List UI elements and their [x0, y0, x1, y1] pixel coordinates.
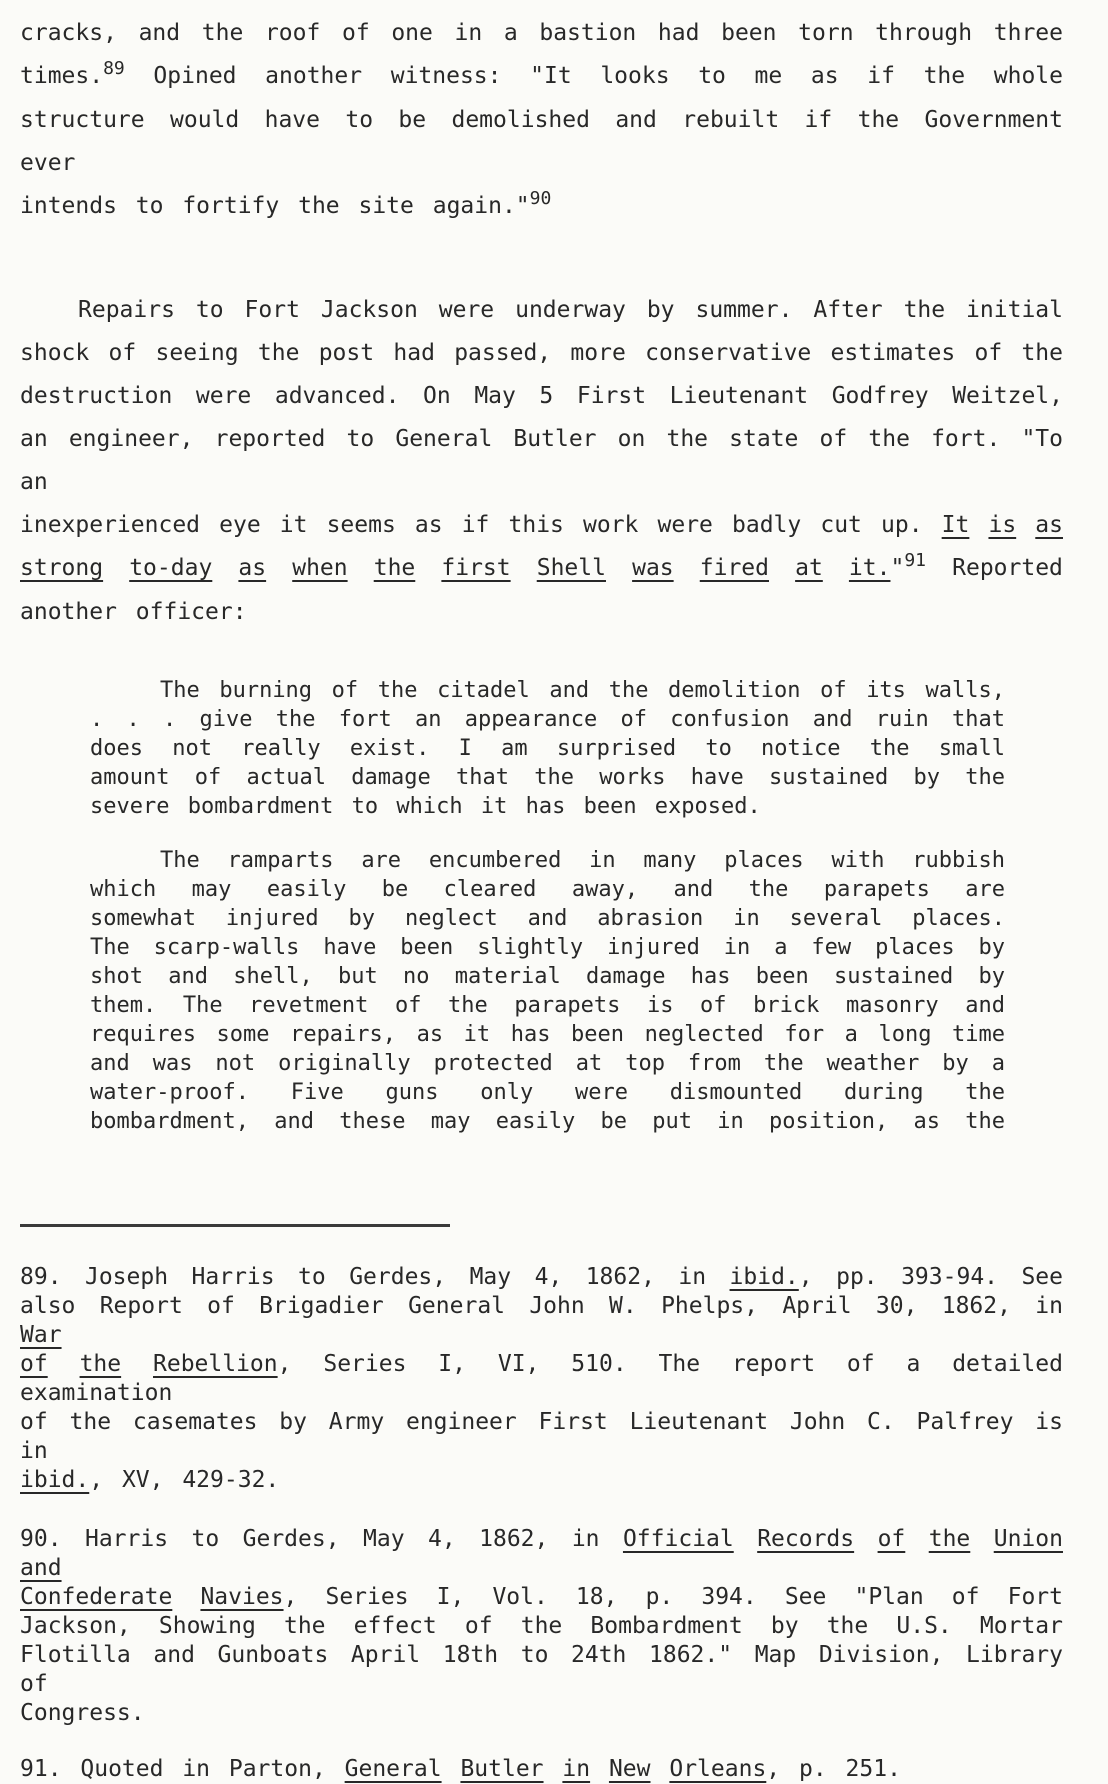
text-line: [20, 185, 1063, 229]
text-line: [20, 1755, 1063, 1784]
text-segment: , pp. 393-94. See: [798, 1264, 1064, 1290]
text-line: [20, 504, 1063, 547]
text-segment: , XV, 429-32.: [89, 1467, 280, 1493]
text-line: of the casemates by Army engineer First Lieutenant John C. Palfrey is in: [20, 1409, 1063, 1464]
footnote-91: [20, 1755, 1063, 1784]
main-text: [20, 12, 1063, 634]
text-line: [20, 1583, 1063, 1612]
text-line: [20, 1292, 1063, 1350]
text-segment: 89. Joseph Harris to Gerdes, May 4, 1862, in: [20, 1264, 730, 1290]
text-line: Repairs to Fort Jackson were underway by summer. After the initial: [78, 297, 1063, 323]
text-line: and was not originally protected at top from the weather by a: [90, 1051, 1005, 1076]
text-line: The burning of the citadel and the demolition of its walls,: [160, 678, 1005, 703]
text-segment: intends to fortify the site again.": [20, 193, 530, 219]
text-line: The ramparts are encumbered in many places with rubbish: [160, 848, 1005, 873]
text-line: The scarp-walls have been slightly injured in a few places by: [90, 935, 1005, 960]
text-segment: 90. Harris to Gerdes, May 4, 1862, in: [20, 1526, 623, 1552]
underlined-phrase: strong to-day as when the first Shell was fired at it.: [20, 555, 891, 581]
underlined-phrase: It is as: [941, 512, 1063, 538]
text-segment: times.: [20, 63, 104, 89]
footnote-ref-90: 90: [529, 188, 552, 209]
footnote-90: [20, 1525, 1063, 1728]
text-line: Flotilla and Gunboats April 18th to 24th 1862." Map Division, Library of: [20, 1642, 1063, 1697]
text-line: an engineer, reported to General Butler on the state of the fort. "To an: [20, 426, 1063, 495]
text-line: [20, 1263, 1063, 1292]
underlined-phrase: Confederate Navies: [20, 1584, 284, 1610]
text-segment: 91. Quoted in Parton,: [20, 1756, 345, 1782]
block-quote-2: [90, 846, 1005, 1136]
paragraph-1: [20, 12, 1063, 229]
text-line: amount of actual damage that the works have sustained by the: [90, 765, 1005, 790]
text-segment: also Report of Brigadier General John W. Phelps, April 30, 1862, in: [20, 1293, 1063, 1319]
underlined-phrase: ibid.: [20, 1467, 90, 1493]
text-line: water-proof. Five guns only were dismounted during the: [90, 1080, 1005, 1105]
text-segment: ": [890, 555, 905, 581]
text-segment: inexperienced eye it seems as if this work were badly cut up.: [20, 512, 942, 538]
text-segment: , Series I, Vol. 18, p. 394. See "Plan of Fort: [283, 1584, 1063, 1610]
underlined-phrase: of the Rebellion: [20, 1351, 278, 1377]
text-line: another officer:: [20, 599, 247, 625]
text-line: [20, 1350, 1063, 1408]
footnote-89: [20, 1263, 1063, 1495]
paragraph-2: [20, 289, 1063, 634]
text-line: them. The revetment of the parapets is of brick masonry and: [90, 993, 1005, 1018]
text-line: bombardment, and these may easily be put in position, as the: [90, 1109, 1005, 1134]
underlined-phrase: War: [20, 1322, 62, 1348]
text-line: requires some repairs, as it has been neglected for a long time: [90, 1022, 1005, 1047]
footnote-ref-91: 91: [904, 550, 927, 571]
text-segment: , Series I, VI, 510. The report of a detailed examination: [20, 1351, 1063, 1406]
text-line: cracks, and the roof of one in a bastion had been torn through three: [20, 20, 1063, 46]
text-line: [20, 1525, 1063, 1583]
text-segment: , p. 251.: [766, 1756, 901, 1782]
text-line: . . . give the fort an appearance of confusion and ruin that: [90, 707, 1005, 732]
text-line: which may easily be cleared away, and the parapets are: [90, 877, 1005, 902]
text-line: shot and shell, but no material damage has been sustained by: [90, 964, 1005, 989]
text-line: somewhat injured by neglect and abrasion in several places.: [90, 906, 1005, 931]
block-quote-1: [90, 676, 1005, 821]
text-segment: Reported: [926, 555, 1063, 581]
text-line: does not really exist. I am surprised to notice the small: [90, 736, 1005, 761]
underlined-phrase: General Butler in New Orleans: [344, 1756, 767, 1782]
underlined-phrase: Official Records of the Union and: [20, 1526, 1063, 1581]
text-line: severe bombardment to which it has been exposed.: [90, 794, 761, 819]
footnote-separator: [20, 1224, 450, 1227]
text-line: [20, 55, 1063, 99]
text-segment: Opined another witness: "It looks to me as if the whole: [124, 63, 1063, 89]
text-line: structure would have to be demolished and rebuilt if the Government ever: [20, 107, 1063, 176]
text-line: Congress.: [20, 1700, 145, 1726]
text-line: shock of seeing the post had passed, more conservative estimates of the: [20, 340, 1063, 366]
underlined-phrase: ibid.: [729, 1264, 799, 1290]
text-line: Jackson, Showing the effect of the Bombardment by the U.S. Mortar: [20, 1613, 1063, 1639]
footnote-ref-89: 89: [103, 58, 125, 79]
text-line: destruction were advanced. On May 5 First Lieutenant Godfrey Weitzel,: [20, 383, 1063, 409]
text-line: [20, 547, 1063, 591]
text-line: [20, 1466, 1063, 1495]
